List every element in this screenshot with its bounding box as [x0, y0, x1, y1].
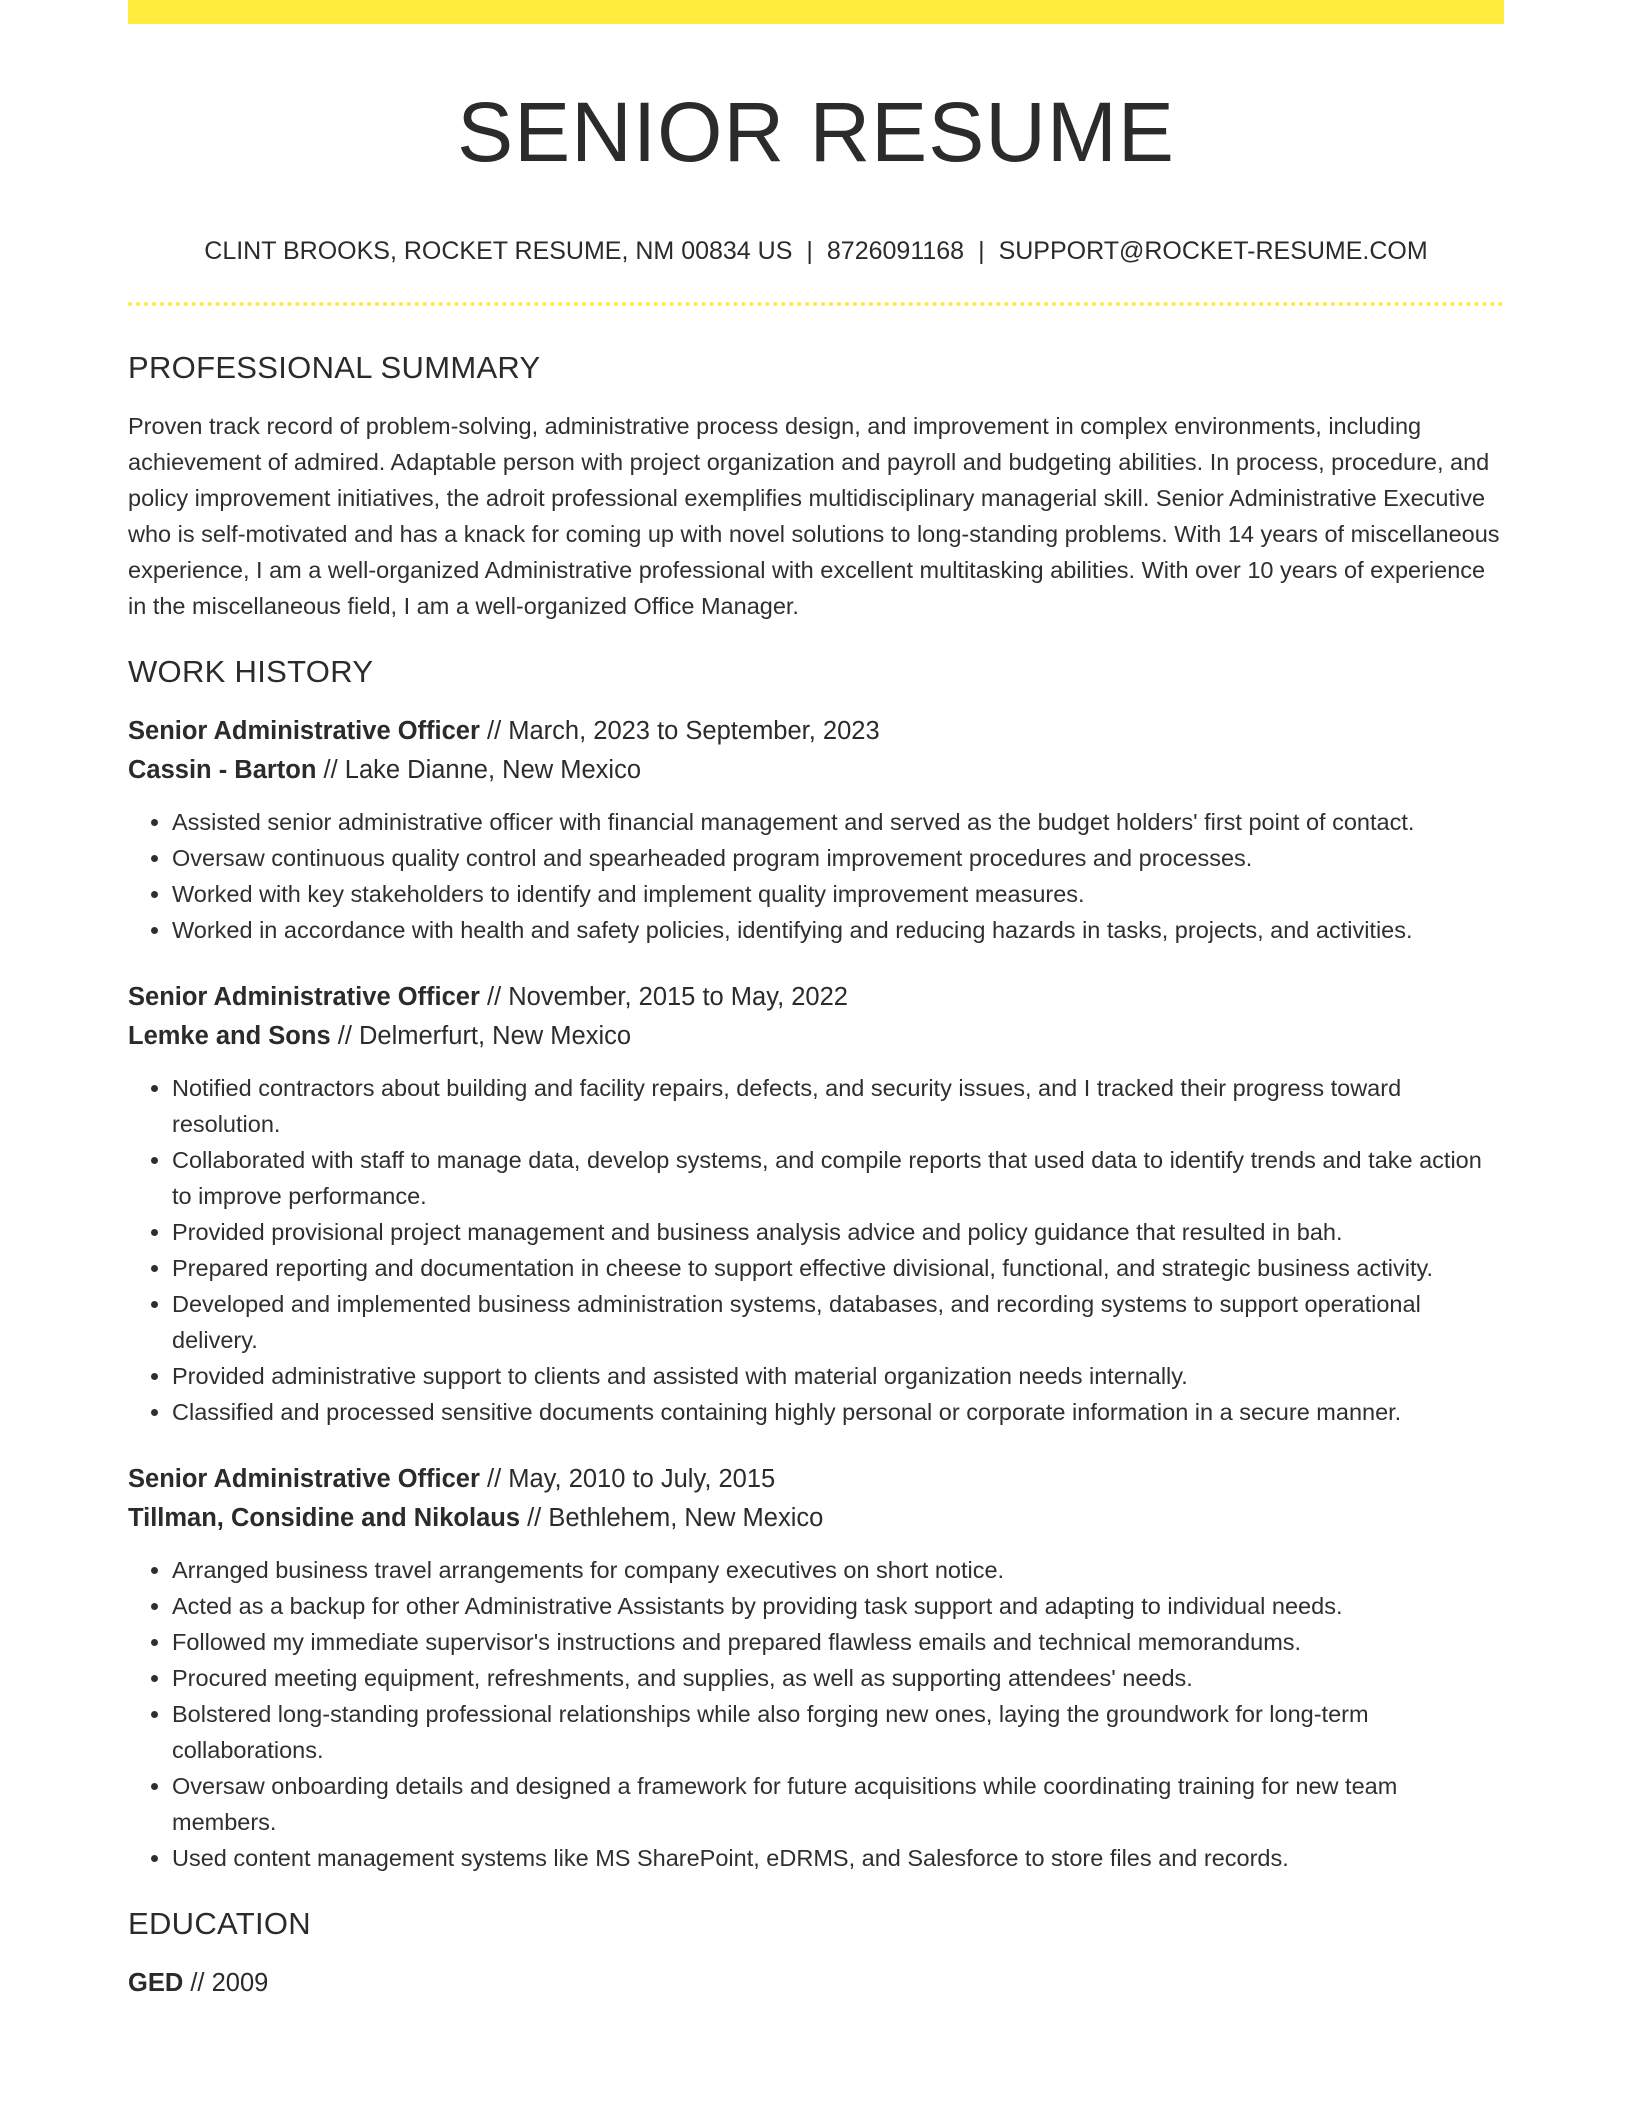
summary-heading: PROFESSIONAL SUMMARY: [128, 350, 541, 386]
job-bullet: • Classified and processed sensitive documents containing highly personal or corporate information in a secure manner.: [172, 1394, 1504, 1430]
header-divider: [128, 302, 1504, 306]
job-bullet: • Acted as a backup for other Administrative Assistants by providing task support and adapting to individual needs.: [172, 1588, 1504, 1624]
summary-text: Proven track record of problem-solving, administrative process design, and improvement in complex environments, including achievement of admired. Adaptable person with project organization and payroll and budgeting abilities. In process, procedure, and policy improvement initiatives, the adroit professional exemplifies multidisciplinary managerial skill. Senior Administrative Executive who is self-motivated and has a knack for coming up with novel solutions to long-standing problems. With 14 years of miscellaneous experience, I am a well-organized Administrative professional with excellent multitasking abilities. With over 10 years of experience in the miscellaneous field, I am a well-organized Office Manager.: [128, 413, 1500, 620]
contact-email: SUPPORT@ROCKET-RESUME.COM: [998, 237, 1428, 266]
job-entry: [128, 1460, 1504, 1876]
contact-line: [128, 236, 1504, 266]
education-line: [128, 1964, 1504, 2003]
job-bullet: • Developed and implemented business administration systems, databases, and recording systems to support operational delivery.: [172, 1286, 1504, 1358]
job-title-line: [128, 1460, 1504, 1499]
job-dates: // May, 2010 to July, 2015: [479, 1465, 776, 1494]
job-dates: // March, 2023 to September, 2023: [479, 717, 880, 746]
job-bullet: • Used content management systems like MS SharePoint, eDRMS, and Salesforce to store files and records.: [172, 1840, 1504, 1876]
contact-separator: |: [806, 237, 813, 266]
job-company-line: [128, 751, 1504, 790]
job-location: // Delmerfurt, New Mexico: [330, 1022, 632, 1051]
job-title: Senior Administrative Officer: [128, 983, 480, 1012]
job-location: // Lake Dianne, New Mexico: [316, 756, 642, 785]
job-company: Lemke and Sons: [128, 1022, 331, 1051]
job-bullets: [128, 1070, 1504, 1430]
job-location: // Bethlehem, New Mexico: [520, 1504, 824, 1533]
education-heading: EDUCATION: [128, 1906, 311, 1942]
job-bullets: [128, 1552, 1504, 1876]
job-company-line: [128, 1017, 1504, 1056]
job-bullet: • Provided administrative support to clients and assisted with material organization needs internally.: [172, 1358, 1504, 1394]
job-entry: [128, 712, 1504, 948]
job-company: Cassin - Barton: [128, 756, 317, 785]
job-bullet: • Oversaw onboarding details and designed a framework for future acquisitions while coordinating training for new team members.: [172, 1768, 1504, 1840]
job-title: Senior Administrative Officer: [128, 717, 480, 746]
education-degree: GED: [128, 1969, 184, 1998]
job-bullet: • Prepared reporting and documentation in cheese to support effective divisional, functional, and strategic business activity.: [172, 1250, 1504, 1286]
resume-page: [128, 0, 1504, 2003]
job-bullet: • Worked with key stakeholders to identify and implement quality improvement measures.: [172, 876, 1504, 912]
job-bullet: • Provided provisional project management and business analysis advice and policy guidance that resulted in bah.: [172, 1214, 1504, 1250]
job-bullet: • Followed my immediate supervisor's instructions and prepared flawless emails and technical memorandums.: [172, 1624, 1504, 1660]
job-entry: [128, 978, 1504, 1430]
job-title: Senior Administrative Officer: [128, 1465, 480, 1494]
job-title-line: [128, 978, 1504, 1017]
job-bullet: • Procured meeting equipment, refreshments, and supplies, as well as supporting attendees' needs.: [172, 1660, 1504, 1696]
job-company-line: [128, 1499, 1504, 1538]
contact-address: CLINT BROOKS, ROCKET RESUME, NM 00834 US: [204, 237, 793, 266]
job-bullet: • Oversaw continuous quality control and spearheaded program improvement procedures and processes.: [172, 840, 1504, 876]
job-bullet: • Bolstered long-standing professional relationships while also forging new ones, laying the groundwork for long-term collaborations.: [172, 1696, 1504, 1768]
work-history-heading: WORK HISTORY: [128, 654, 374, 690]
education-year: // 2009: [183, 1969, 269, 1998]
job-bullets: [128, 804, 1504, 948]
job-bullet: • Worked in accordance with health and safety policies, identifying and reducing hazards in tasks, projects, and activities.: [172, 912, 1504, 948]
job-bullet: • Arranged business travel arrangements for company executives on short notice.: [172, 1552, 1504, 1588]
top-accent-bar: [128, 0, 1504, 24]
job-bullet: • Assisted senior administrative officer with financial management and served as the budget holders' first point of contact.: [172, 804, 1504, 840]
contact-phone: 8726091168: [826, 237, 965, 266]
document-title: SENIOR RESUME: [457, 85, 1175, 179]
job-company: Tillman, Considine and Nikolaus: [128, 1504, 521, 1533]
job-title-line: [128, 712, 1504, 751]
job-dates: // November, 2015 to May, 2022: [479, 983, 848, 1012]
contact-separator: |: [978, 237, 985, 266]
job-bullet: • Collaborated with staff to manage data, develop systems, and compile reports that used data to identify trends and take action to improve performance.: [172, 1142, 1504, 1214]
job-bullet: • Notified contractors about building and facility repairs, defects, and security issues, and I tracked their progress toward resolution.: [172, 1070, 1504, 1142]
